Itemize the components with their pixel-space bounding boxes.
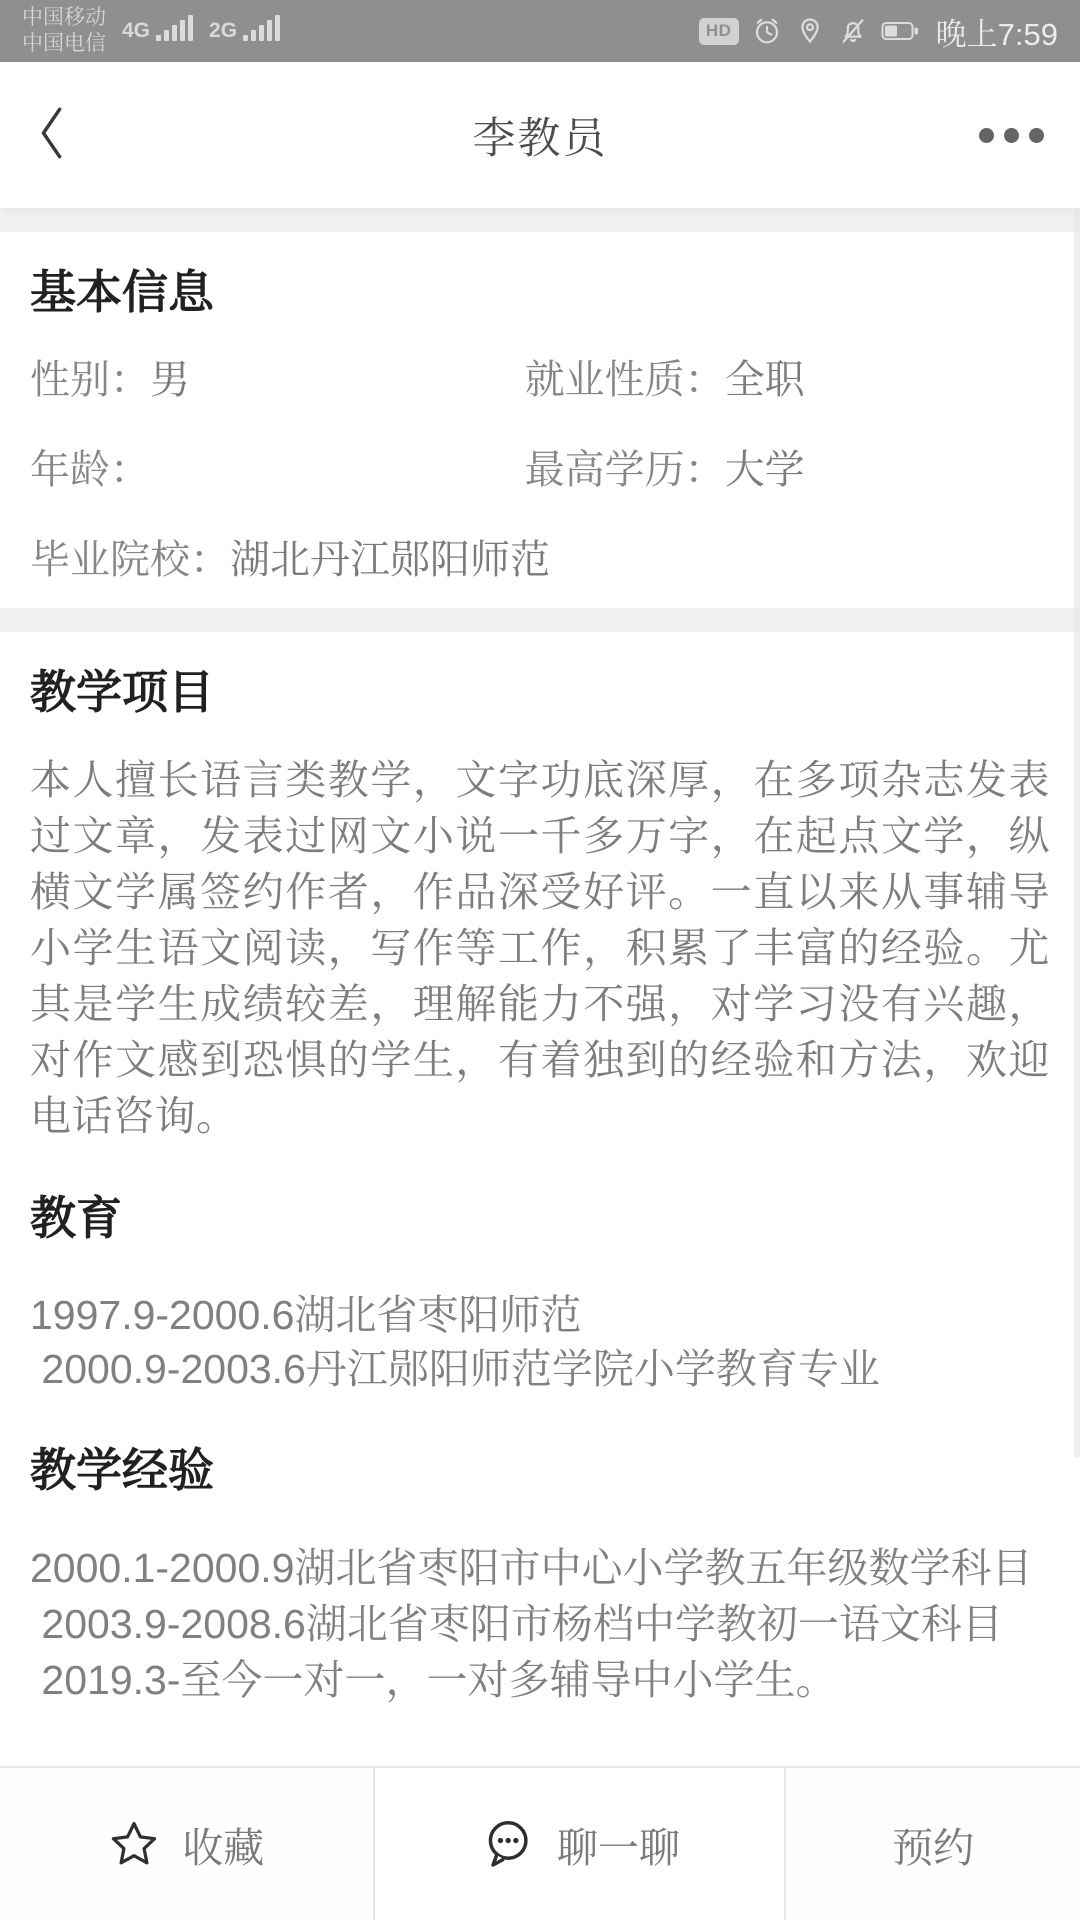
carrier-1: 中国移动 <box>22 6 106 29</box>
field-age: 年龄： <box>30 448 150 492</box>
education-item: 1997.9-2000.6湖北省枣阳师范 <box>30 1292 582 1338</box>
nav-bar <box>0 62 1080 208</box>
education-section <box>30 1192 1050 1396</box>
sim2-signal <box>209 15 280 47</box>
clock-time: 晚上7:59 <box>935 16 1058 52</box>
carrier-names <box>22 5 106 57</box>
hd-badge: HD <box>699 18 739 45</box>
field-education-level: 最高学历：大学 <box>524 448 805 492</box>
teaching-projects-section <box>30 666 1050 1144</box>
experience-item: 2000.1-2000.9湖北省枣阳市中心小学教五年级数学科目 <box>30 1545 1033 1591</box>
education-title: 教育 <box>30 1192 122 1244</box>
book-button[interactable] <box>786 1768 1080 1920</box>
network-type-2: 2G <box>209 19 238 42</box>
favorite-label: 收藏 <box>182 1824 265 1871</box>
battery-icon <box>881 20 919 42</box>
book-label: 预约 <box>892 1824 975 1871</box>
basic-info-title: 基本信息 <box>30 266 214 318</box>
field-employment: 就业性质：全职 <box>524 358 805 402</box>
education-item: 2000.9-2003.6丹江郧阳师范学院小学教育专业 <box>30 1346 880 1392</box>
field-gender: 性别：男 <box>30 358 190 402</box>
chat-button[interactable] <box>373 1768 787 1920</box>
signal-bars-icon <box>243 15 280 41</box>
scroll-indicator <box>1074 208 1080 1458</box>
star-icon <box>108 1818 160 1870</box>
basic-info-section <box>0 232 1080 608</box>
teaching-experience-list <box>30 1540 1050 1708</box>
signal-bars-icon <box>156 15 193 41</box>
teaching-experience-title: 教学经验 <box>30 1444 214 1496</box>
carrier-2: 中国电信 <box>22 32 106 55</box>
chat-label: 聊一聊 <box>556 1824 680 1871</box>
network-type-1: 4G <box>122 19 151 42</box>
teaching-projects-title: 教学项目 <box>30 666 214 718</box>
experience-item: 2019.3-至今一对一，一对多辅导中小学生。 <box>30 1657 837 1703</box>
teaching-projects-description: 本人擅长语言类教学，文字功底深厚，在多项杂志发表过文章，发表过网文小说一千多万字，在起点文学，纵横文学属签约作者，作品深受好评。一直以来从事辅导小学生语文阅读，写作等工作，积累了丰富的经验。尤其是学生成绩较差，理解能力不强，对学习没有兴趣，对作文感到恐惧的学生，有着独到的经验和方法，欢迎电话咨询。 <box>30 757 1050 1139</box>
section-divider <box>0 608 1080 632</box>
bottom-action-bar <box>0 1766 1080 1920</box>
section-divider <box>0 208 1080 232</box>
alarm-clock-icon <box>752 16 782 46</box>
chat-bubble-icon <box>479 1816 535 1872</box>
location-icon <box>795 16 825 46</box>
favorite-button[interactable] <box>0 1768 373 1920</box>
experience-item: 2003.9-2008.6湖北省枣阳市杨档中学教初一语文科目 <box>30 1601 1003 1647</box>
teaching-experience-section <box>30 1444 1050 1708</box>
field-graduate-school: 毕业院校：湖北丹江郧阳师范 <box>30 538 550 582</box>
status-icons <box>699 9 1058 54</box>
sim1-signal <box>122 15 193 47</box>
status-bar <box>0 0 1080 62</box>
education-list <box>30 1288 1050 1396</box>
page-title: 李教员 <box>472 114 608 163</box>
basic-info-grid <box>30 358 1050 582</box>
detail-sections <box>0 632 1080 1712</box>
mute-bell-icon <box>838 16 868 46</box>
